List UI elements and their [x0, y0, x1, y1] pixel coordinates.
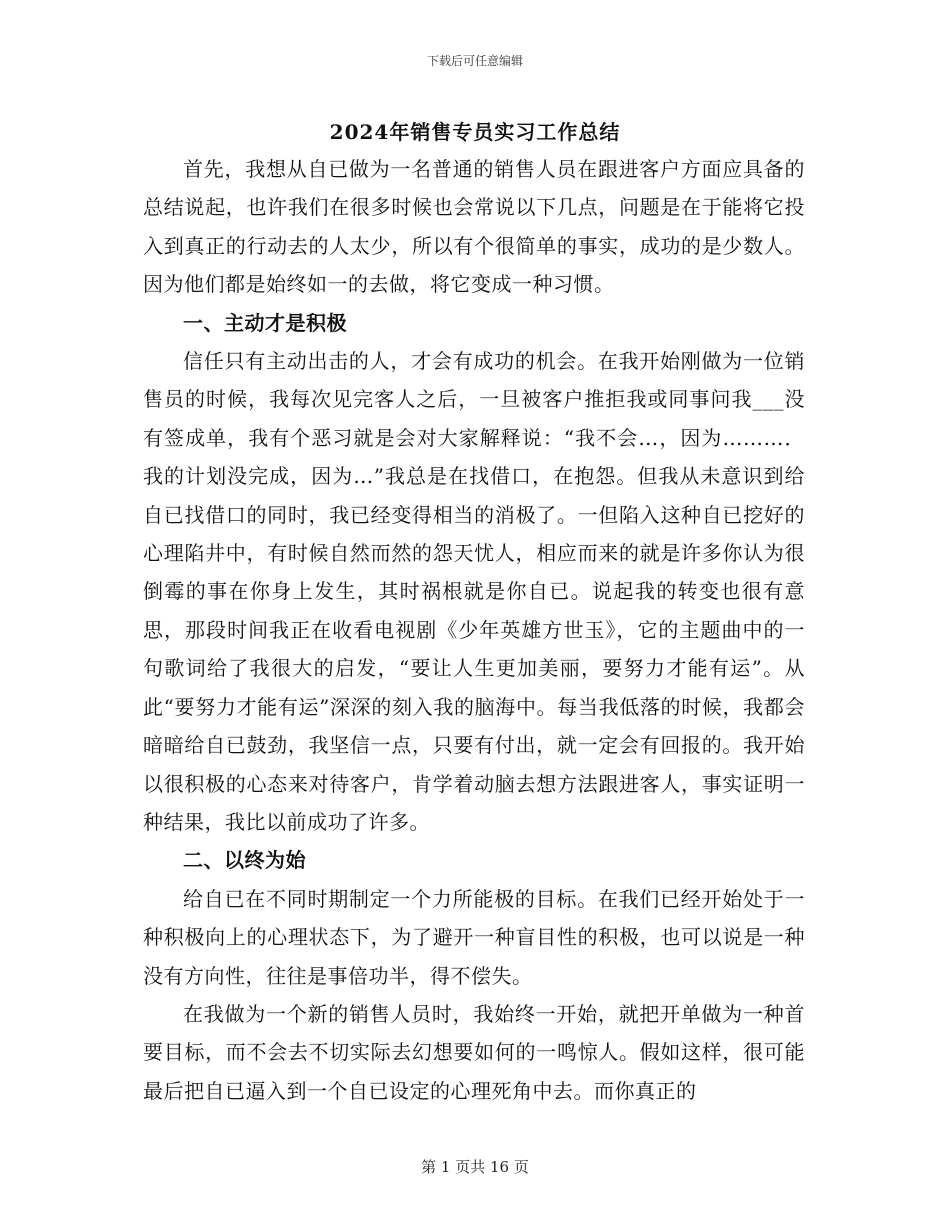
- page-number: 第 1 页共 16 页: [421, 1158, 529, 1176]
- section-heading-1: 一、主动才是积极: [183, 310, 347, 335]
- document-body: [143, 150, 805, 1110]
- page-header-note: 下载后可任意编辑: [426, 54, 523, 68]
- intro-paragraph: 首先，我想从自已做为一名普通的销售人员在跟进客户方面应具备的总结说起，也许我们在很多时候也会常说以下几点，问题是在于能将它投入到真正的行动去的人太少，所以有个很简单的事实，成功的是少数人。因为他们都是始终如一的去做，将它变成一种习惯。: [143, 157, 805, 297]
- section-heading-2: 二、以终为始: [183, 848, 306, 873]
- document-title: 2024年销售专员实习工作总结: [329, 120, 621, 144]
- section1-paragraph: 信任只有主动出击的人，才会有成功的机会。在我开始刚做为一位销售员的时候，我每次见完客人之后，一旦被客户推拒我或同事问我___没有签成单，我有个恶习就是会对大家解释说：“我不会…，因为………．我的计划没完成，因为…”我总是在找借口，在抱怨。但我从未意识到给自已找借口的同时，我已经变得相当的消极了。一但陷入这种自已挖好的心理陷井中，有时候自然而然的怨天忧人，相应而来的就是许多你认为很倒霉的事在你身上发生，其时祸根就是你自已。说起我的转变也很有意思，那段时间我正在收看电视剧《少年英雄方世玉》，它的主题曲中的一句歌词给了我很大的启发，“要让人生更加美丽，要努力才能有运”。从此“要努力才能有运”深深的刻入我的脑海中。每当我低落的时候，我都会暗暗给自已鼓劲，我坚信一点，只要有付出，就一定会有回报的。我开始以很积极的心态来对待客户，肯学着动脑去想方法跟进客人，事实证明一种结果，我比以前成功了许多。: [143, 349, 805, 834]
- section2-paragraph-1: 给自已在不同时期制定一个力所能极的目标。在我们已经开始处于一种积极向上的心理状态下，为了避开一种盲目性的积极，也可以说是一种没有方向性，往往是事倍功半，得不偿失。: [143, 886, 805, 988]
- section2-paragraph-2: 在我做为一个新的销售人员时，我始终一开始，就把开单做为一种首要目标，而不会去不切实际去幻想要如何的一鸣惊人。假如这样，很可能最后把自已逼入到一个自已设定的心理死角中去。而你真正的: [143, 1001, 805, 1103]
